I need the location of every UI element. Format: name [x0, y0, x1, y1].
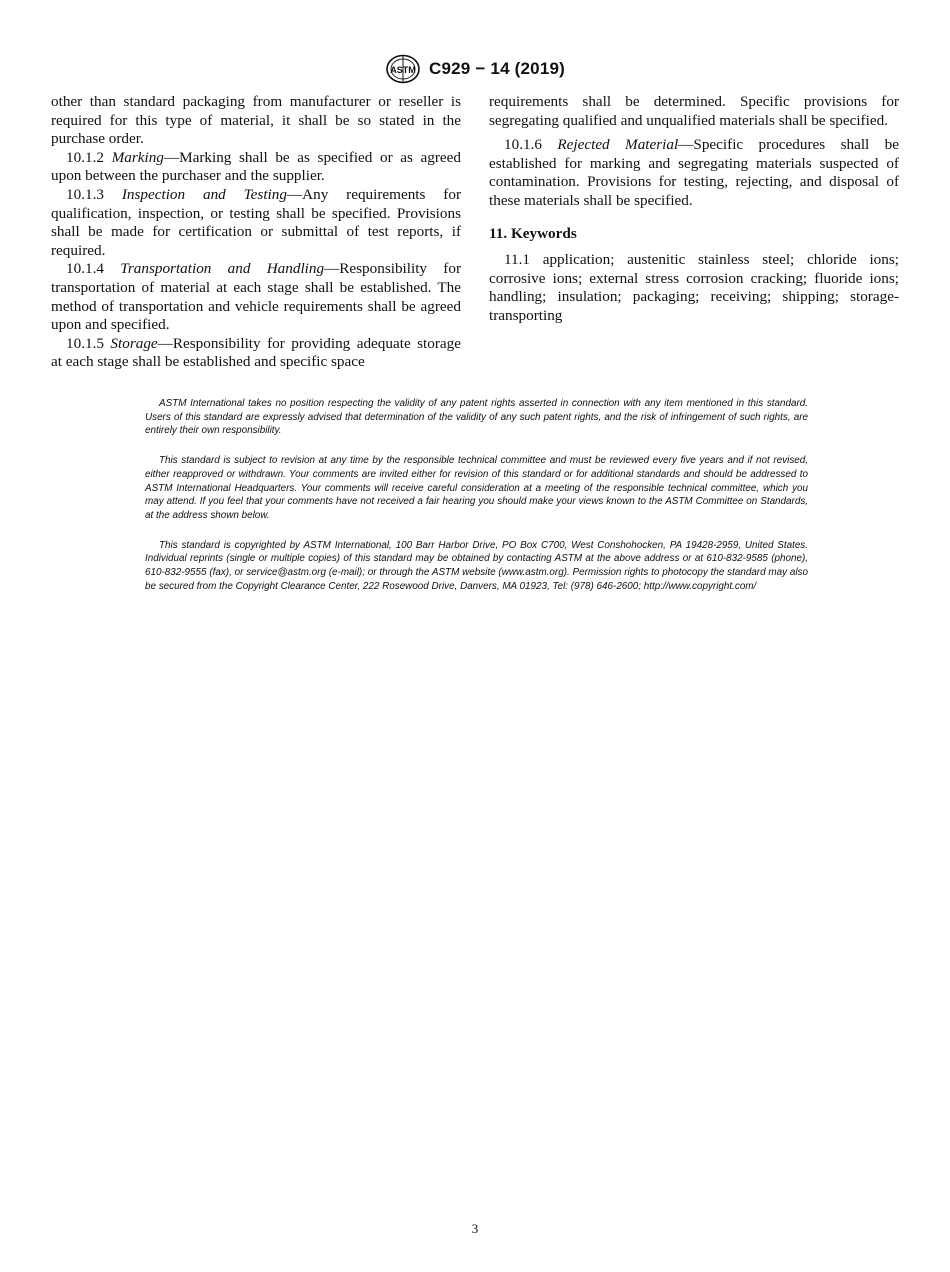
clause-title: Marking — [111, 148, 164, 166]
clause-body: —Any requirements for qualification, inspection, or testing shall be specified. Provisions shall be made for certification or submittal of test reports, if required. — [51, 185, 462, 259]
clause-number: 10.1.6 — [504, 136, 542, 154]
clause-body: —Responsibility for providing adequate storage at each stage shall be established and specific space — [51, 334, 461, 371]
clause-title: Storage — [110, 334, 158, 352]
revision-notice: This standard is subject to revision at any time by the responsible technical committee and must be reviewed every five years and if not revised, either reapproved or withdrawn. Your comments are invited either for revision of this standard or for additional standards and should be addressed to ASTM International Headquarters. Your comments will receive careful consideration at a meeting of the responsible technical committee, which you may attend. If you feel that your comments have not received a fair hearing you should make your views known to the ASTM Committee on Standards, at the address shown below. — [145, 455, 808, 521]
paragraph-continuation: requirements shall be determined. Specific provisions for segregating qualified and unqualified materials shall be specified. — [489, 93, 899, 129]
clause-number: 10.1.4 — [66, 260, 104, 278]
paragraph-11-1: 11.1 application; austenitic stainless steel; chloride ions; corrosive ions; external stress corrosion cracking; fluoride ions; handling; insulation; packaging; receiving; shipping; storage-transporting — [489, 251, 899, 324]
paragraph-continuation: other than standard packaging from manufacturer or reseller is required for this type of material, it shall be so stated in the purchase order. — [51, 93, 461, 148]
clause-number: 10.1.5 — [66, 334, 104, 352]
paragraph-10-1-5 — [51, 335, 461, 372]
svg-text:ASTM: ASTM — [390, 65, 416, 75]
astm-logo-icon — [385, 54, 421, 84]
clause-title: Inspection and Testing — [121, 185, 287, 203]
clause-title: Transportation and Handling — [120, 260, 325, 278]
clause-body: —Specific procedures shall be established for marking and segregating materials suspected of contamination. Provisions for testing, rejecting, and disposal of these materials shall be specified. — [489, 136, 899, 209]
paragraph-10-1-6 — [489, 136, 899, 210]
right-column — [489, 93, 899, 326]
paragraph-10-1-3 — [51, 186, 461, 260]
clause-title: Rejected Material — [557, 136, 679, 154]
section-heading-keywords: 11. Keywords — [489, 224, 577, 242]
page-header — [0, 54, 950, 84]
copyright-notice: This standard is copyrighted by ASTM International, 100 Barr Harbor Drive, PO Box C700, West Conshohocken, PA 19428-2959, United States. Individual reprints (single or multiple copies) of this standard may be obtained by contacting ASTM at the above address or at 610-832-9585 (phone), 610-832-9555 (fax), or service@astm.org (e-mail); or through the ASTM website (www.astm.org). Permission rights to photocopy the standard may also be secured from the Copyright Clearance Center, 222 Rosewood Drive, Danvers, MA 01923, Tel: (978) 646-2600; http://www.copyright.com/ — [145, 539, 808, 592]
clause-body: —Marking shall be as specified or as agreed upon between the purchaser and the supplier. — [51, 148, 462, 185]
page-number: 3 — [471, 1221, 479, 1236]
paragraph-10-1-2 — [51, 149, 461, 186]
left-column — [51, 93, 461, 372]
paragraph-10-1-4 — [51, 260, 461, 334]
document-designation: C929 − 14 (2019) — [429, 59, 565, 78]
patent-notice: ASTM International takes no position respecting the validity of any patent rights asserted in connection with any item mentioned in this standard. Users of this standard are expressly advised that determination of the validity of any such patent rights, and the risk of infringement of such rights, are entirely their own responsibility. — [145, 398, 808, 437]
clause-number: 10.1.3 — [66, 185, 104, 203]
legal-notices — [145, 397, 808, 609]
clause-number: 10.1.2 — [66, 148, 104, 166]
clause-body: —Responsibility for transportation of material at each stage shall be established. The method of transportation and vehicle requirements shall be agreed upon and specified. — [51, 260, 461, 334]
